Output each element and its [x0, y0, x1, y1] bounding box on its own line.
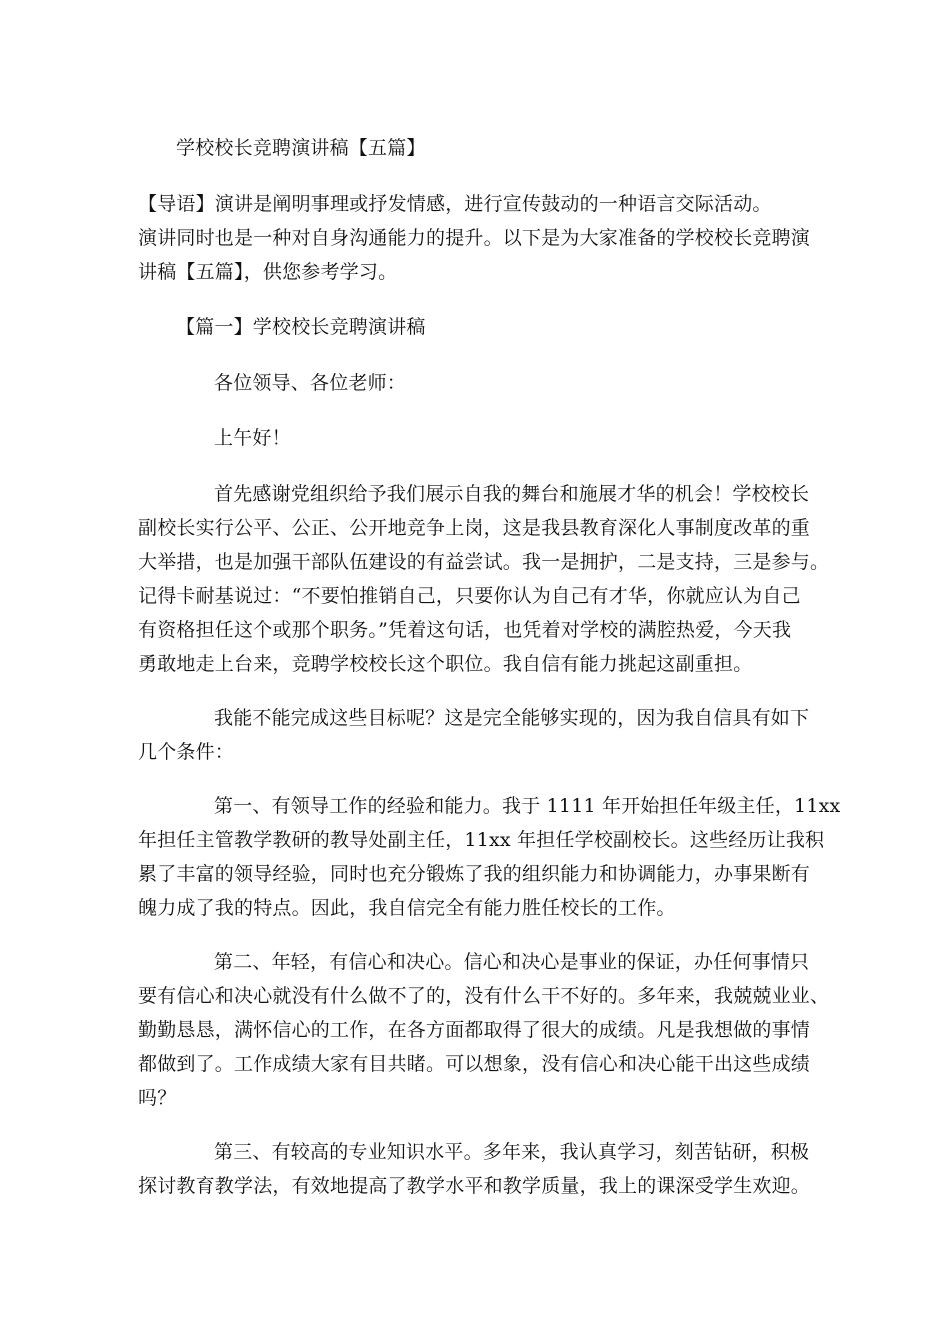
paragraph-line: 第二、年轻，有信心和决心。信心和决心是事业的保证，办任何事情只 — [214, 951, 810, 973]
paragraph-line: 魄力成了我的特点。因此，我自信完全有能力胜任校长的工作。 — [138, 897, 676, 919]
intro-line: 【导语】演讲是阐明事理或抒发情感，进行宣传鼓动的一种语言交际活动。 — [138, 193, 772, 215]
intro-line: 讲稿【五篇】，供您参考学习。 — [138, 261, 398, 283]
paragraph-line: 副校长实行公平、公正、公开地竞争上岗，这是我县教育深化人事制度改革的重 — [138, 517, 811, 539]
section-heading: 【篇一】学校校长竞聘演讲稿 — [176, 316, 426, 338]
paragraph-line: 吗？ — [138, 1087, 177, 1109]
salutation: 各位领导、各位老师： — [214, 372, 407, 394]
paragraph-line: 都做到了。工作成绩大家有目共睹。可以想象，没有信心和决心能干出这些成绩 — [138, 1053, 811, 1075]
paragraph-line: 有资格担任这个或那个职务。”凭着这句话，也凭着对学校的满腔热爱，今天我 — [138, 619, 792, 641]
intro-line: 演讲同时也是一种对自身沟通能力的提升。以下是为大家准备的学校校长竞聘演 — [138, 227, 811, 249]
greeting: 上午好！ — [214, 427, 291, 449]
document-title: 学校校长竞聘演讲稿【五篇】 — [176, 137, 426, 159]
paragraph-line: 几个条件： — [138, 741, 235, 763]
paragraph-line: 要有信心和决心就没有什么做不了的，没有什么干不好的。多年来，我兢兢业业、 — [138, 985, 830, 1007]
paragraph-line: 累了丰富的领导经验，同时也充分锻炼了我的组织能力和协调能力，办事果断有 — [138, 863, 811, 885]
paragraph-line: 探讨教育教学法，有效地提高了教学水平和教学质量，我上的课深受学生欢迎。 — [138, 1175, 811, 1197]
paragraph-line: 勤勤恳恳，满怀信心的工作，在各方面都取得了很大的成绩。凡是我想做的事情 — [138, 1019, 811, 1041]
paragraph-line: 第三、有较高的专业知识水平。多年来，我认真学习，刻苦钻研，积极 — [214, 1141, 810, 1163]
paragraph-line: 记得卡耐基说过：“不要怕推销自己，只要你认为自己有才华，你就应认为自己 — [138, 585, 801, 607]
paragraph-line: 第一、有领导工作的经验和能力。我于 1111 年开始担任年级主任，11xx — [214, 795, 841, 817]
paragraph-line: 勇敢地走上台来，竞聘学校校长这个职位。我自信有能力挑起这副重担。 — [138, 653, 753, 675]
paragraph-line: 首先感谢党组织给予我们展示自我的舞台和施展才华的机会！学校校长 — [214, 483, 810, 505]
paragraph-line: 我能不能完成这些目标呢？这是完全能够实现的，因为我自信具有如下 — [214, 707, 810, 729]
paragraph-line: 大举措，也是加强干部队伍建设的有益尝试。我一是拥护，二是支持，三是参与。 — [138, 551, 830, 573]
paragraph-line: 年担任主管教学教研的教导处副主任，11xx 年担任学校副校长。这些经历让我积 — [138, 829, 825, 851]
